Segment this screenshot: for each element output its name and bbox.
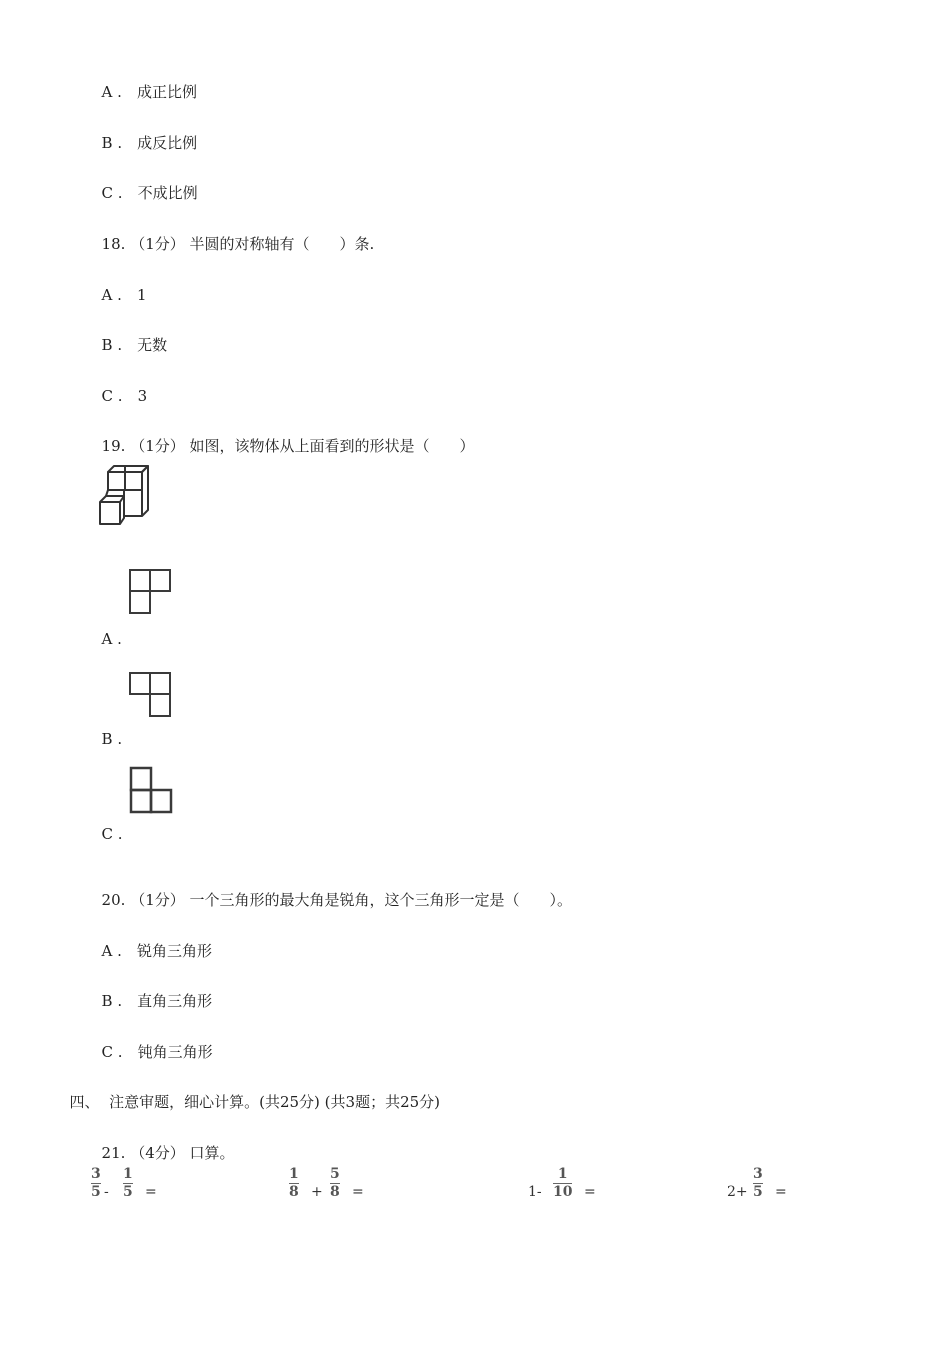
equals-sign: = — [775, 1184, 787, 1200]
option-text: 不成比例 — [137, 184, 198, 202]
option-text: 锐角三角形 — [136, 942, 212, 960]
option-c-top-view-icon — [128, 765, 174, 817]
q20-option-b — [92, 971, 212, 1011]
question-number: 19. — [101, 437, 126, 455]
option-text: 1 — [136, 286, 147, 304]
q17-option-b — [92, 113, 197, 153]
section-text: 注意审题，细心计算。(共25分) (共3题；共25分) — [109, 1093, 441, 1111]
q19-option-c — [92, 804, 123, 844]
q18-option-a — [92, 265, 146, 305]
question-score: （1分） — [130, 437, 185, 455]
fraction: 1 10 — [553, 1166, 573, 1200]
option-letter: C . — [101, 387, 123, 405]
fraction: 3 5 — [91, 1166, 101, 1200]
q19-option-a — [92, 609, 122, 649]
option-letter: A . — [101, 630, 122, 648]
question-score: （1分） — [130, 235, 185, 253]
lead-term: 1- — [528, 1184, 542, 1200]
q18-option-b — [92, 315, 167, 355]
section-heading — [60, 1072, 440, 1112]
option-text: 成正比例 — [136, 83, 197, 101]
option-letter: A . — [101, 286, 122, 304]
fraction: 1 8 — [289, 1166, 299, 1200]
q18-stem — [92, 214, 374, 254]
question-text: 如图，该物体从上面看到的形状是（ ） — [189, 437, 475, 455]
question-number: 18. — [101, 235, 126, 253]
option-letter: B . — [101, 730, 123, 748]
option-letter: B . — [101, 992, 123, 1010]
option-letter: A . — [101, 83, 122, 101]
fraction: 1 5 — [123, 1166, 133, 1200]
option-letter: C . — [101, 184, 123, 202]
lead-term: 2+ — [727, 1184, 748, 1200]
option-text: 成反比例 — [137, 134, 198, 152]
option-text: 无数 — [137, 336, 168, 354]
fraction: 3 5 — [753, 1166, 763, 1200]
question-text: 一个三角形的最大角是锐角，这个三角形一定是（ ）。 — [189, 891, 573, 909]
question-score: （4分） — [130, 1144, 185, 1162]
option-letter: B . — [101, 134, 123, 152]
operator: - — [104, 1184, 109, 1200]
option-text: 直角三角形 — [137, 992, 213, 1010]
q20-option-c — [92, 1022, 213, 1062]
section-label: 四、 — [69, 1093, 100, 1111]
equals-sign: = — [584, 1184, 596, 1200]
q21-stem — [92, 1123, 235, 1163]
q19-stem — [92, 416, 475, 456]
option-letter: C . — [101, 825, 123, 843]
q19-option-b — [92, 709, 122, 749]
question-number: 21. — [101, 1144, 126, 1162]
operator: + — [311, 1184, 323, 1200]
equals-sign: = — [145, 1184, 157, 1200]
q17-option-c — [92, 163, 198, 203]
question-text: 口算。 — [189, 1144, 235, 1162]
option-letter: A . — [101, 942, 122, 960]
fraction: 5 8 — [330, 1166, 340, 1200]
option-text: 3 — [137, 387, 148, 405]
option-letter: C . — [101, 1043, 123, 1061]
q18-option-c — [92, 366, 147, 406]
cube-stack-figure — [96, 462, 154, 528]
option-a-top-view-icon — [128, 567, 172, 617]
option-b-top-view-icon — [128, 670, 172, 720]
question-number: 20. — [101, 891, 126, 909]
q20-option-a — [92, 921, 212, 961]
equals-sign: = — [352, 1184, 364, 1200]
question-score: （1分） — [130, 891, 185, 909]
q17-option-a — [92, 62, 197, 102]
question-text: 半圆的对称轴有（ ）条. — [189, 235, 375, 253]
option-text: 钝角三角形 — [137, 1043, 213, 1061]
option-letter: B . — [101, 336, 123, 354]
q20-stem — [92, 870, 572, 910]
